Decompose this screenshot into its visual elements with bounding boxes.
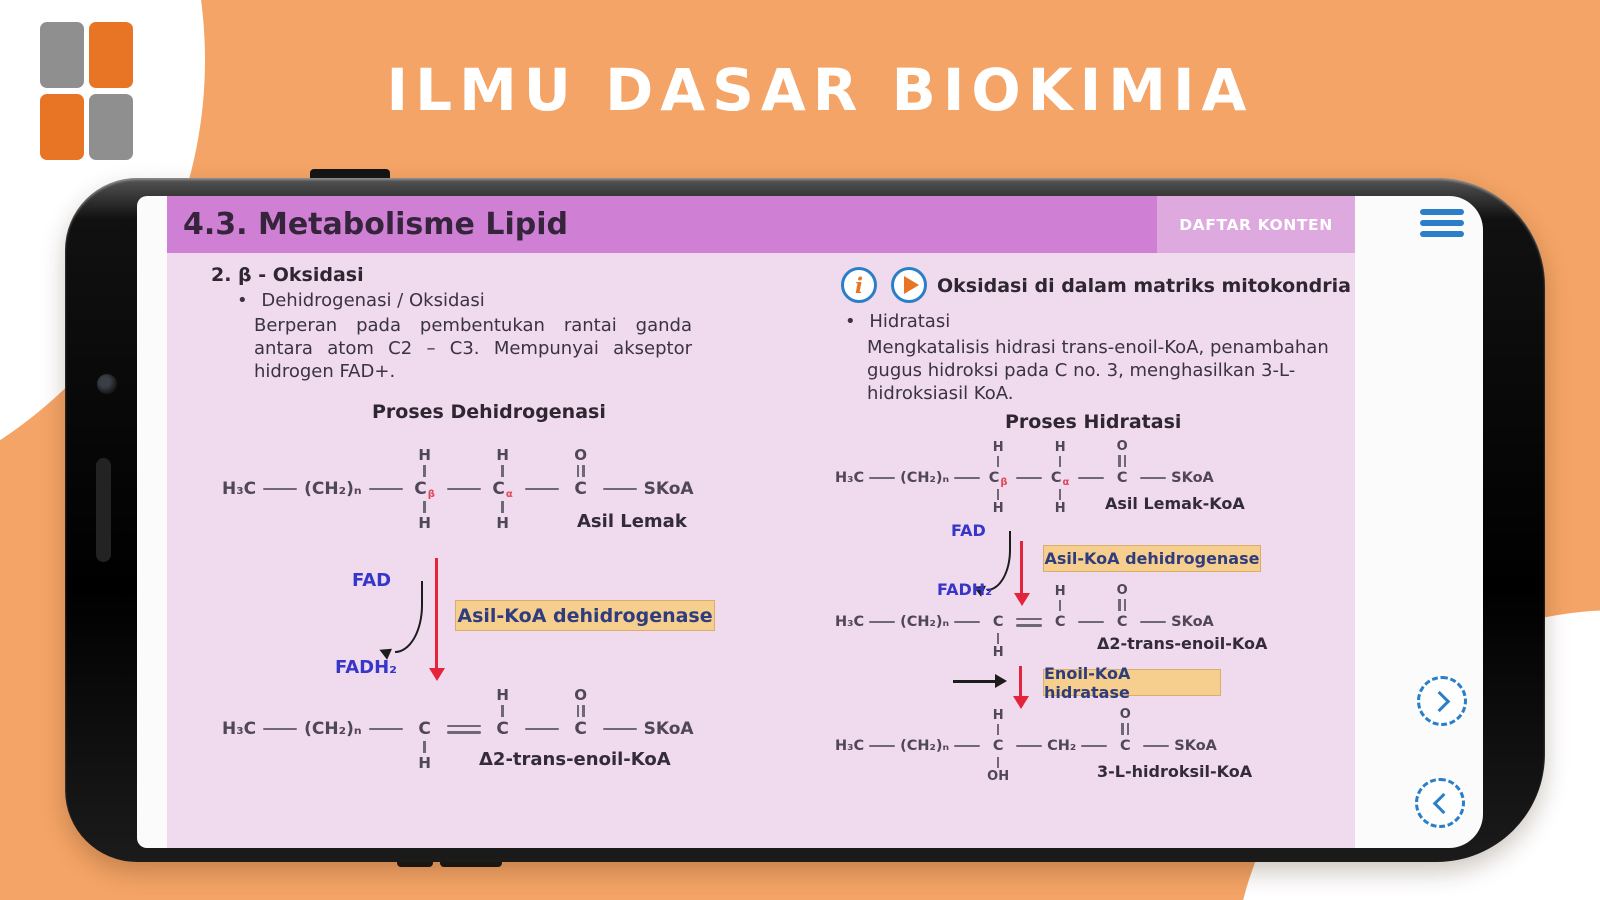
- previous-page-button[interactable]: [1415, 778, 1465, 828]
- slide-body: [167, 253, 1355, 848]
- fadh2-label-right: FADH₂: [937, 580, 993, 599]
- menu-icon-bar: [1420, 209, 1464, 215]
- phone-camera: [97, 374, 117, 394]
- slide-header: [167, 196, 1355, 253]
- fad-label: FAD: [352, 570, 392, 591]
- enzyme-box-asil-koa-dehidrogenase: Asil-KoA dehidrogenase: [455, 600, 715, 631]
- red-down-arrow-right-2: [1019, 666, 1022, 698]
- curved-arrow: [395, 581, 423, 653]
- right-subsection-label: Hidratasi: [869, 311, 951, 332]
- structure-label-trans-enoil-koa-right: Δ2-trans-enoil-KoA: [1097, 634, 1268, 653]
- right-subsection-line: [845, 311, 950, 332]
- diagram-title-dehidrogenasi: Proses Dehidrogenasi: [372, 401, 606, 423]
- right-heading: Oksidasi di dalam matriks mitokondria: [937, 275, 1351, 297]
- structure-3l-hidroksil-koa: H₃C (CH₂)ₙ H C OH CH₂ O C SKoA: [835, 707, 1217, 784]
- subsection-label: Dehidrogenasi / Oksidasi: [261, 290, 485, 311]
- next-page-button[interactable]: [1417, 676, 1467, 726]
- section-heading: 2. β - Oksidasi: [211, 264, 364, 286]
- chevron-left-icon: [1432, 792, 1453, 813]
- info-icon-glyph: i: [855, 272, 863, 298]
- enzyme-box-enoil-koa-hidratase: Enoil-KoA hidratase: [1043, 669, 1221, 696]
- bullet: •: [845, 311, 856, 332]
- structure-trans-enoil-koa-right: H₃C (CH₂)ₙ C H H C O C SKoA: [835, 583, 1214, 660]
- enzyme-box-asil-koa-dehidrogenase-right: Asil-KoA dehidrogenase: [1043, 545, 1261, 572]
- red-down-arrow: [435, 558, 438, 670]
- slide-title: 4.3. Metabolisme Lipid: [183, 207, 568, 242]
- info-icon[interactable]: [841, 267, 877, 303]
- bullet: •: [237, 290, 248, 311]
- structure-label-asil-lemak: Asil Lemak: [577, 511, 687, 532]
- right-paragraph: Mengkatalisis hidrasi trans-enoil-KoA, penambahan gugus hidroksi pada C no. 3, menghasilkan 3-L-hidroksiasil KoA.: [867, 337, 1329, 405]
- structure-label-3l-hidroksil-koa: 3-L-hidroksil-KoA: [1097, 762, 1253, 781]
- phone-speaker: [96, 458, 111, 562]
- menu-icon-bar: [1420, 231, 1464, 237]
- structure-label-asil-lemak-koa: Asil Lemak-KoA: [1105, 494, 1245, 513]
- structure-asil-lemak: H₃C (CH₂)ₙ H C β H H C α H O C SKoA: [222, 446, 694, 532]
- menu-icon-bar: [1420, 220, 1464, 226]
- structure-label-trans-enoil-koa: Δ2-trans-enoil-KoA: [479, 749, 671, 770]
- phone-mockup: [65, 178, 1545, 862]
- menu-icon[interactable]: [1420, 209, 1464, 237]
- diagram-title-hidratasi: Proses Hidratasi: [1005, 411, 1182, 433]
- play-icon-glyph: [904, 276, 919, 294]
- fadh2-label: FADH₂: [335, 657, 398, 678]
- black-right-arrow-head: [995, 674, 1007, 688]
- subsection-line: [237, 290, 485, 311]
- phone-screen: [137, 196, 1483, 848]
- left-paragraph: Berperan pada pembentukan rantai ganda antara atom C2 – C3. Mempunyai akseptor hidrogen FAD+.: [254, 315, 692, 383]
- page-title: ILMU DASAR BIOKIMIA: [386, 56, 1254, 124]
- red-down-arrow-head: [429, 668, 445, 681]
- black-right-arrow: [953, 680, 995, 683]
- chevron-right-icon: [1429, 690, 1450, 711]
- play-icon[interactable]: [891, 267, 927, 303]
- table-of-contents-button[interactable]: DAFTAR KONTEN: [1157, 196, 1355, 253]
- slide: [167, 196, 1355, 848]
- structure-trans-enoil-koa: H₃C (CH₂)ₙ C H H C O C SKoA: [222, 686, 694, 772]
- structure-asil-lemak-koa: H₃C (CH₂)ₙ H C β H H C α H O C SKoA: [835, 439, 1214, 516]
- fad-label-right: FAD: [951, 521, 986, 540]
